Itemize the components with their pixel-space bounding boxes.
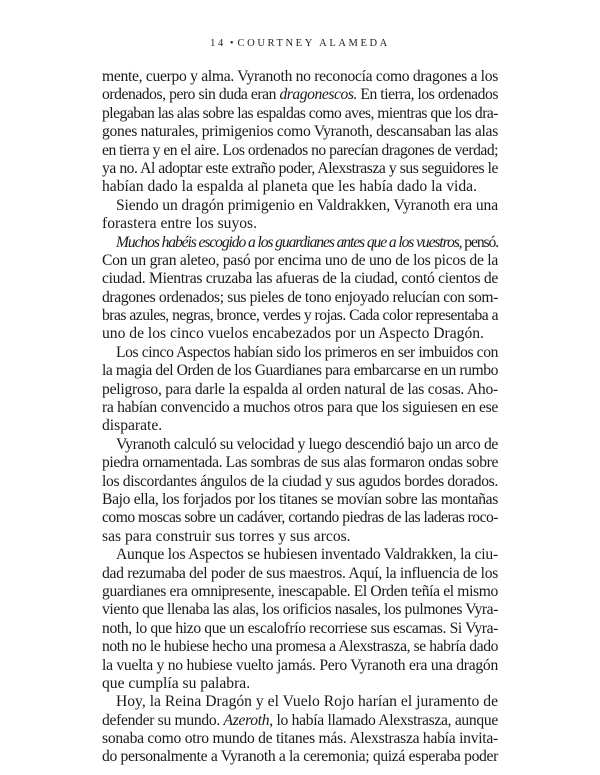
text-line: do personalmente a Vyranoth a la ceremonia; quizá esperaba poder <box>102 748 498 766</box>
text-line: uno de los cinco vuelos encabezados por un Aspecto Dragón. <box>102 325 484 343</box>
text-line: guardianes era omnipresente, inescapable. El Orden teñía el mismo <box>102 582 498 600</box>
text-line: disparate. <box>102 417 163 435</box>
text-line: en tierra y en el aire. Los ordenados no parecían dragones de verdad; <box>102 141 498 159</box>
text-line: sas para construir sus torres y sus arcos. <box>102 527 351 545</box>
italic-text: dragonescos. <box>279 86 357 104</box>
text-line: bras azules, negras, bronce, verdes y rojas. Cada color representaba a <box>102 307 499 325</box>
text-segment: defender su mundo. <box>102 711 224 729</box>
text-line: dad rezumaba del poder de sus maestros. Aquí, la influencia de los <box>102 564 498 582</box>
text-line: Vyranoth calculó su velocidad y luego descendió bajo un arco de <box>116 435 498 453</box>
text-line: Bajo ella, los forjados por los titanes se movían sobre las montañas <box>102 490 498 508</box>
text-line: gones naturales, primigenios como Vyranoth, descansaban las alas <box>102 123 498 141</box>
author-name: COURTNEY ALAMEDA <box>237 38 390 49</box>
text-line: habían dado la espalda al planeta que les había dado la vida. <box>102 178 477 196</box>
text-line: Hoy, la Reina Dragón y el Vuelo Rojo harían el juramento de <box>116 693 498 711</box>
italic-text: Azeroth, <box>223 711 273 729</box>
text-line: Aunque los Aspectos se hubiesen inventado Valdrakken, la ciu- <box>116 546 498 564</box>
text-line: peligroso, para darle la espalda al orden natural de las cosas. Aho- <box>102 380 498 398</box>
running-head <box>0 38 600 49</box>
page-number: 14 <box>210 38 226 49</box>
italic-text: Muchos habéis escogido a los guardianes antes que a los vuestros, <box>116 233 462 251</box>
text-line: los discordantes ángulos de la ciudad y sus agudos bordes dorados. <box>102 472 498 490</box>
text-line <box>102 712 498 730</box>
text-line: la vuelta y no hubiese vuelto jamás. Pero Vyranoth era una dragón <box>102 656 498 674</box>
text-line <box>102 86 498 104</box>
text-line <box>102 234 498 252</box>
text-line: dragones ordenados; sus pieles de tono enjoyado relucían con som- <box>102 288 498 306</box>
text-line: piedra ornamentada. Las sombras de sus alas formaron ondas sobre <box>102 454 498 472</box>
text-line: noth no le hubiese hecho una promesa a Alexstrasza, se habría dado <box>102 638 498 656</box>
header-separator: • <box>229 38 234 49</box>
text-line: Los cinco Aspectos habían sido los primeros en ser imbuidos con <box>116 343 498 361</box>
text-line: noth, lo que hizo que un escalofrío recorriese sus escamas. Si Vyra- <box>102 619 498 637</box>
text-line: forastera entre los suyos. <box>102 215 258 233</box>
text-line: como moscas sobre un cadáver, cortando piedras de las laderas roco- <box>102 509 498 527</box>
text-segment: ordenados, pero sin duda eran <box>102 86 280 104</box>
text-segment: En tierra, los ordenados <box>356 86 499 104</box>
text-line: sonaba como otro mundo de titanes más. Alexstrasza había invita- <box>102 730 498 748</box>
text-line: Con un gran aleteo, pasó por encima uno de uno de los picos de la <box>102 251 498 269</box>
text-line: la magia del Orden de los Guardianes para embarcarse en un rumbo <box>102 362 498 380</box>
text-line: ciudad. Mientras cruzaba las afueras de la ciudad, contó cientos de <box>102 270 499 288</box>
text-line: mente, cuerpo y alma. Vyranoth no reconocía como dragones a los <box>102 68 498 85</box>
text-line: que cumplía su palabra. <box>102 674 251 692</box>
text-line: Siendo un dragón primigenio en Valdrakken, Vyranoth era una <box>116 196 498 214</box>
text-line: ya no. Al adoptar este extraño poder, Alexstrasza y sus seguidores le <box>102 159 498 177</box>
text-line: viento que llenaba las alas, los orificios nasales, los pulmones Vyra- <box>102 601 498 619</box>
body-text <box>102 68 498 767</box>
text-line: plegaban las alas sobre las espaldas como aves, mientras que los dra- <box>102 104 498 122</box>
text-line: ra habían convencido a muchos otros para que los siguiesen en ese <box>102 399 498 417</box>
text-segment: pensó. <box>461 233 498 251</box>
text-segment: lo había llamado Alexstrasza, aunque <box>272 711 499 729</box>
